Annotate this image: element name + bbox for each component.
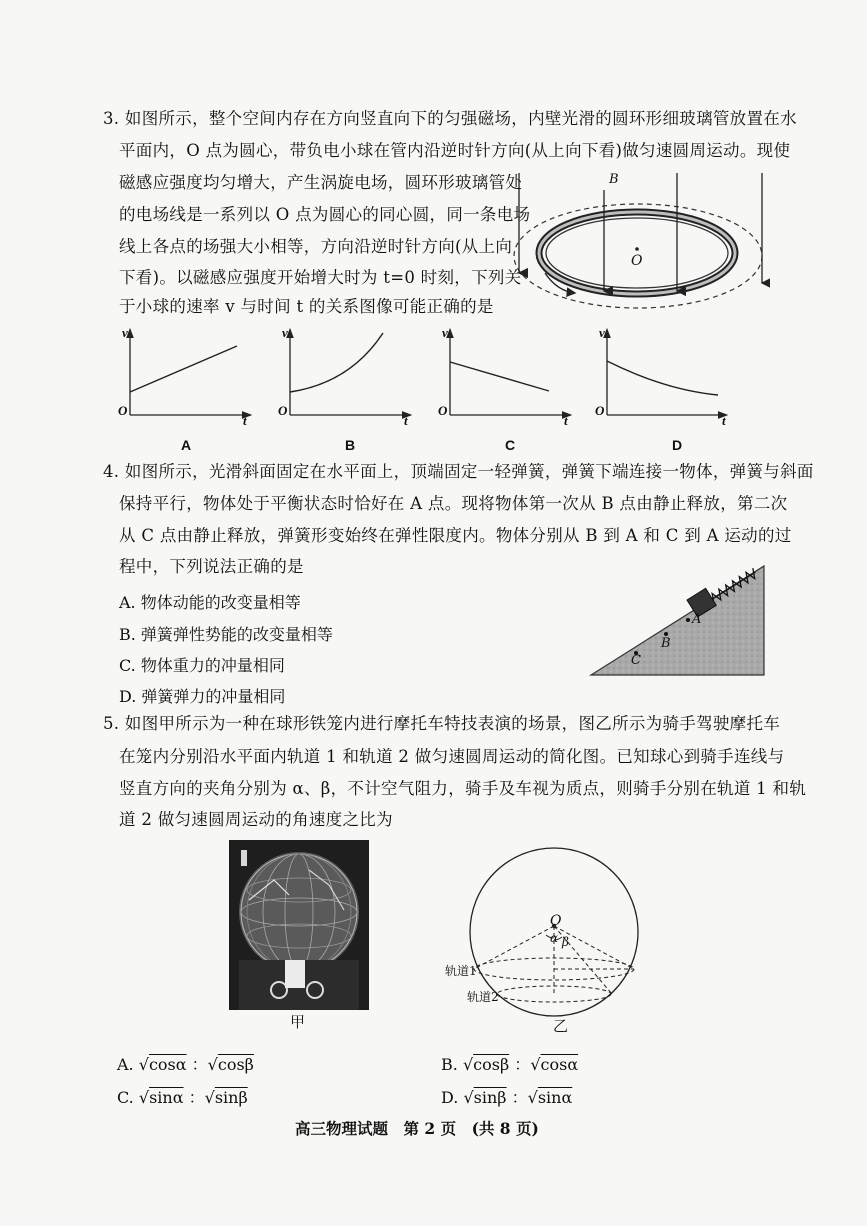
sqrt-icon: √ xyxy=(138,1055,149,1074)
beta-label: β xyxy=(562,935,569,949)
sqrt-icon: √ xyxy=(204,1088,215,1107)
sphere-o-label: O xyxy=(550,913,562,929)
graph-b xyxy=(290,333,407,415)
q5-option-b-letter: B. xyxy=(441,1055,458,1074)
alpha-label: α xyxy=(550,931,559,945)
q3-ring-figure xyxy=(505,165,770,315)
graph-c-v: v xyxy=(442,325,448,340)
ratio-sep: ： xyxy=(191,1055,208,1074)
q5-option-d-letter: D. xyxy=(441,1088,459,1107)
q3-line-5: 线上各点的场强大小相等，方向沿逆时针方向(从上向 xyxy=(119,237,513,256)
sqrt-icon: √ xyxy=(463,1088,474,1107)
point-c-label: C xyxy=(631,653,641,668)
q4-option-b: B. 弹簧弹性势能的改变量相等 xyxy=(119,625,333,644)
q5-line-4: 道 2 做匀速圆周运动的角速度之比为 xyxy=(119,810,393,829)
graph-b-t: t xyxy=(404,413,408,428)
q5-option-d xyxy=(441,1085,572,1108)
sqrt-icon: √ xyxy=(462,1055,474,1074)
graph-d-v: v xyxy=(599,325,605,340)
graph-d-t: t xyxy=(722,413,726,428)
q4-option-d: D. 弹簧弹力的冲量相同 xyxy=(119,687,286,706)
q3-line-6: 下看)。以磁感应强度开始增大时为 t=0 时刻，下列关 xyxy=(119,268,522,287)
q3-line-3: 磁感应强度均匀增大，产生涡旋电场，圆环形玻璃管处 xyxy=(119,173,523,192)
sqrt-icon: √ xyxy=(530,1055,541,1074)
graph-a-v: v xyxy=(122,325,128,340)
page-footer: 高三物理试题 第 2 页 (共 8 页) xyxy=(295,1119,539,1138)
q5-option-a-num: cosα xyxy=(148,1055,187,1074)
q3-line-7: 于小球的速率 v 与时间 t 的关系图像可能正确的是 xyxy=(119,297,494,316)
graph-a xyxy=(130,333,247,415)
q4-line-3: 从 C 点由静止释放，弹簧形变始终在弹性限度内。物体分别从 B 到 A 和 C 到 A 运动的过 xyxy=(119,526,792,545)
q4-line-4: 程中，下列说法正确的是 xyxy=(119,557,304,576)
q5-option-d-den: sinα xyxy=(537,1088,573,1107)
q5-line-2: 在笼内分别沿水平面内轨道 1 和轨道 2 做匀速圆周运动的简化图。已知球心到骑手连线与 xyxy=(119,747,785,766)
ratio-sep: ： xyxy=(511,1088,528,1107)
ratio-sep: ： xyxy=(188,1088,205,1107)
track-1-label: 轨道1 xyxy=(445,964,477,978)
track-2-label: 轨道2 xyxy=(467,990,499,1004)
graph-d-origin: O xyxy=(595,403,605,418)
field-b-label: B xyxy=(609,172,619,187)
point-b-label: B xyxy=(661,636,671,651)
q4-incline-figure xyxy=(588,558,768,680)
q3-line-1: 3. 如图所示，整个空间内存在方向竖直向下的匀强磁场，内壁光滑的圆环形细玻璃管放置在水 xyxy=(103,109,797,128)
q5-line-1: 5. 如图甲所示为一种在球形铁笼内进行摩托车特技表演的场景，图乙所示为骑手驾驶摩托车 xyxy=(103,714,781,733)
graph-c-label: C xyxy=(505,437,516,453)
graph-d-label: D xyxy=(672,437,683,453)
graph-a-t: t xyxy=(243,413,247,428)
photo-caption: 甲 xyxy=(290,1013,306,1031)
q4-option-a: A. 物体动能的改变量相等 xyxy=(119,593,301,612)
q4-line-1: 4. 如图所示，光滑斜面固定在水平面上，顶端固定一轻弹簧，弹簧下端连接一物体，弹簧与斜面 xyxy=(103,462,814,481)
sqrt-icon: √ xyxy=(527,1088,538,1107)
ratio-sep: ： xyxy=(514,1055,531,1074)
q5-option-c xyxy=(117,1085,248,1108)
sqrt-icon: √ xyxy=(138,1088,150,1107)
graph-b-v: v xyxy=(282,325,288,340)
q5-option-a-letter: A. xyxy=(117,1055,134,1074)
q5-option-a-den: cosβ xyxy=(217,1055,254,1074)
q5-photo xyxy=(229,840,369,1010)
q3-line-2: 平面内，O 点为圆心，带负电小球在管内沿逆时针方向(从上向下看)做匀速圆周运动。现使 xyxy=(119,141,791,160)
q5-line-3: 竖直方向的夹角分别为 α、β，不计空气阻力，骑手及车视为质点，则骑手分别在轨道 1 和轨 xyxy=(119,779,807,798)
q5-option-b-den: cosα xyxy=(540,1055,579,1074)
q5-option-b xyxy=(441,1052,578,1075)
graph-a-label: A xyxy=(181,437,192,453)
q5-option-a xyxy=(117,1052,254,1075)
center-o-label: O xyxy=(631,253,643,269)
q5-option-c-den: sinβ xyxy=(214,1088,248,1107)
q5-option-d-num: sinβ xyxy=(473,1088,507,1107)
q4-line-2: 保持平行，物体处于平衡状态时恰好在 A 点。现将物体第一次从 B 点由静止释放，第二次 xyxy=(119,494,788,513)
graph-d xyxy=(607,333,723,415)
q5-option-c-letter: C. xyxy=(117,1088,134,1107)
graph-c-origin: O xyxy=(438,403,448,418)
q5-option-b-num: cosβ xyxy=(473,1055,510,1074)
graph-a-origin: O xyxy=(118,403,128,418)
q5-option-c-num: sinα xyxy=(149,1088,184,1107)
graph-b-origin: O xyxy=(278,403,288,418)
sqrt-icon: √ xyxy=(207,1055,218,1074)
diagram-caption: 乙 xyxy=(553,1017,569,1035)
q3-line-4: 的电场线是一系列以 O 点为圆心的同心圆，同一条电场 xyxy=(119,205,531,224)
graph-c xyxy=(450,333,567,415)
graph-c-t: t xyxy=(564,413,568,428)
graph-b-label: B xyxy=(345,437,356,453)
point-a-label: A xyxy=(692,612,702,627)
q4-option-c: C. 物体重力的冲量相同 xyxy=(119,656,285,675)
